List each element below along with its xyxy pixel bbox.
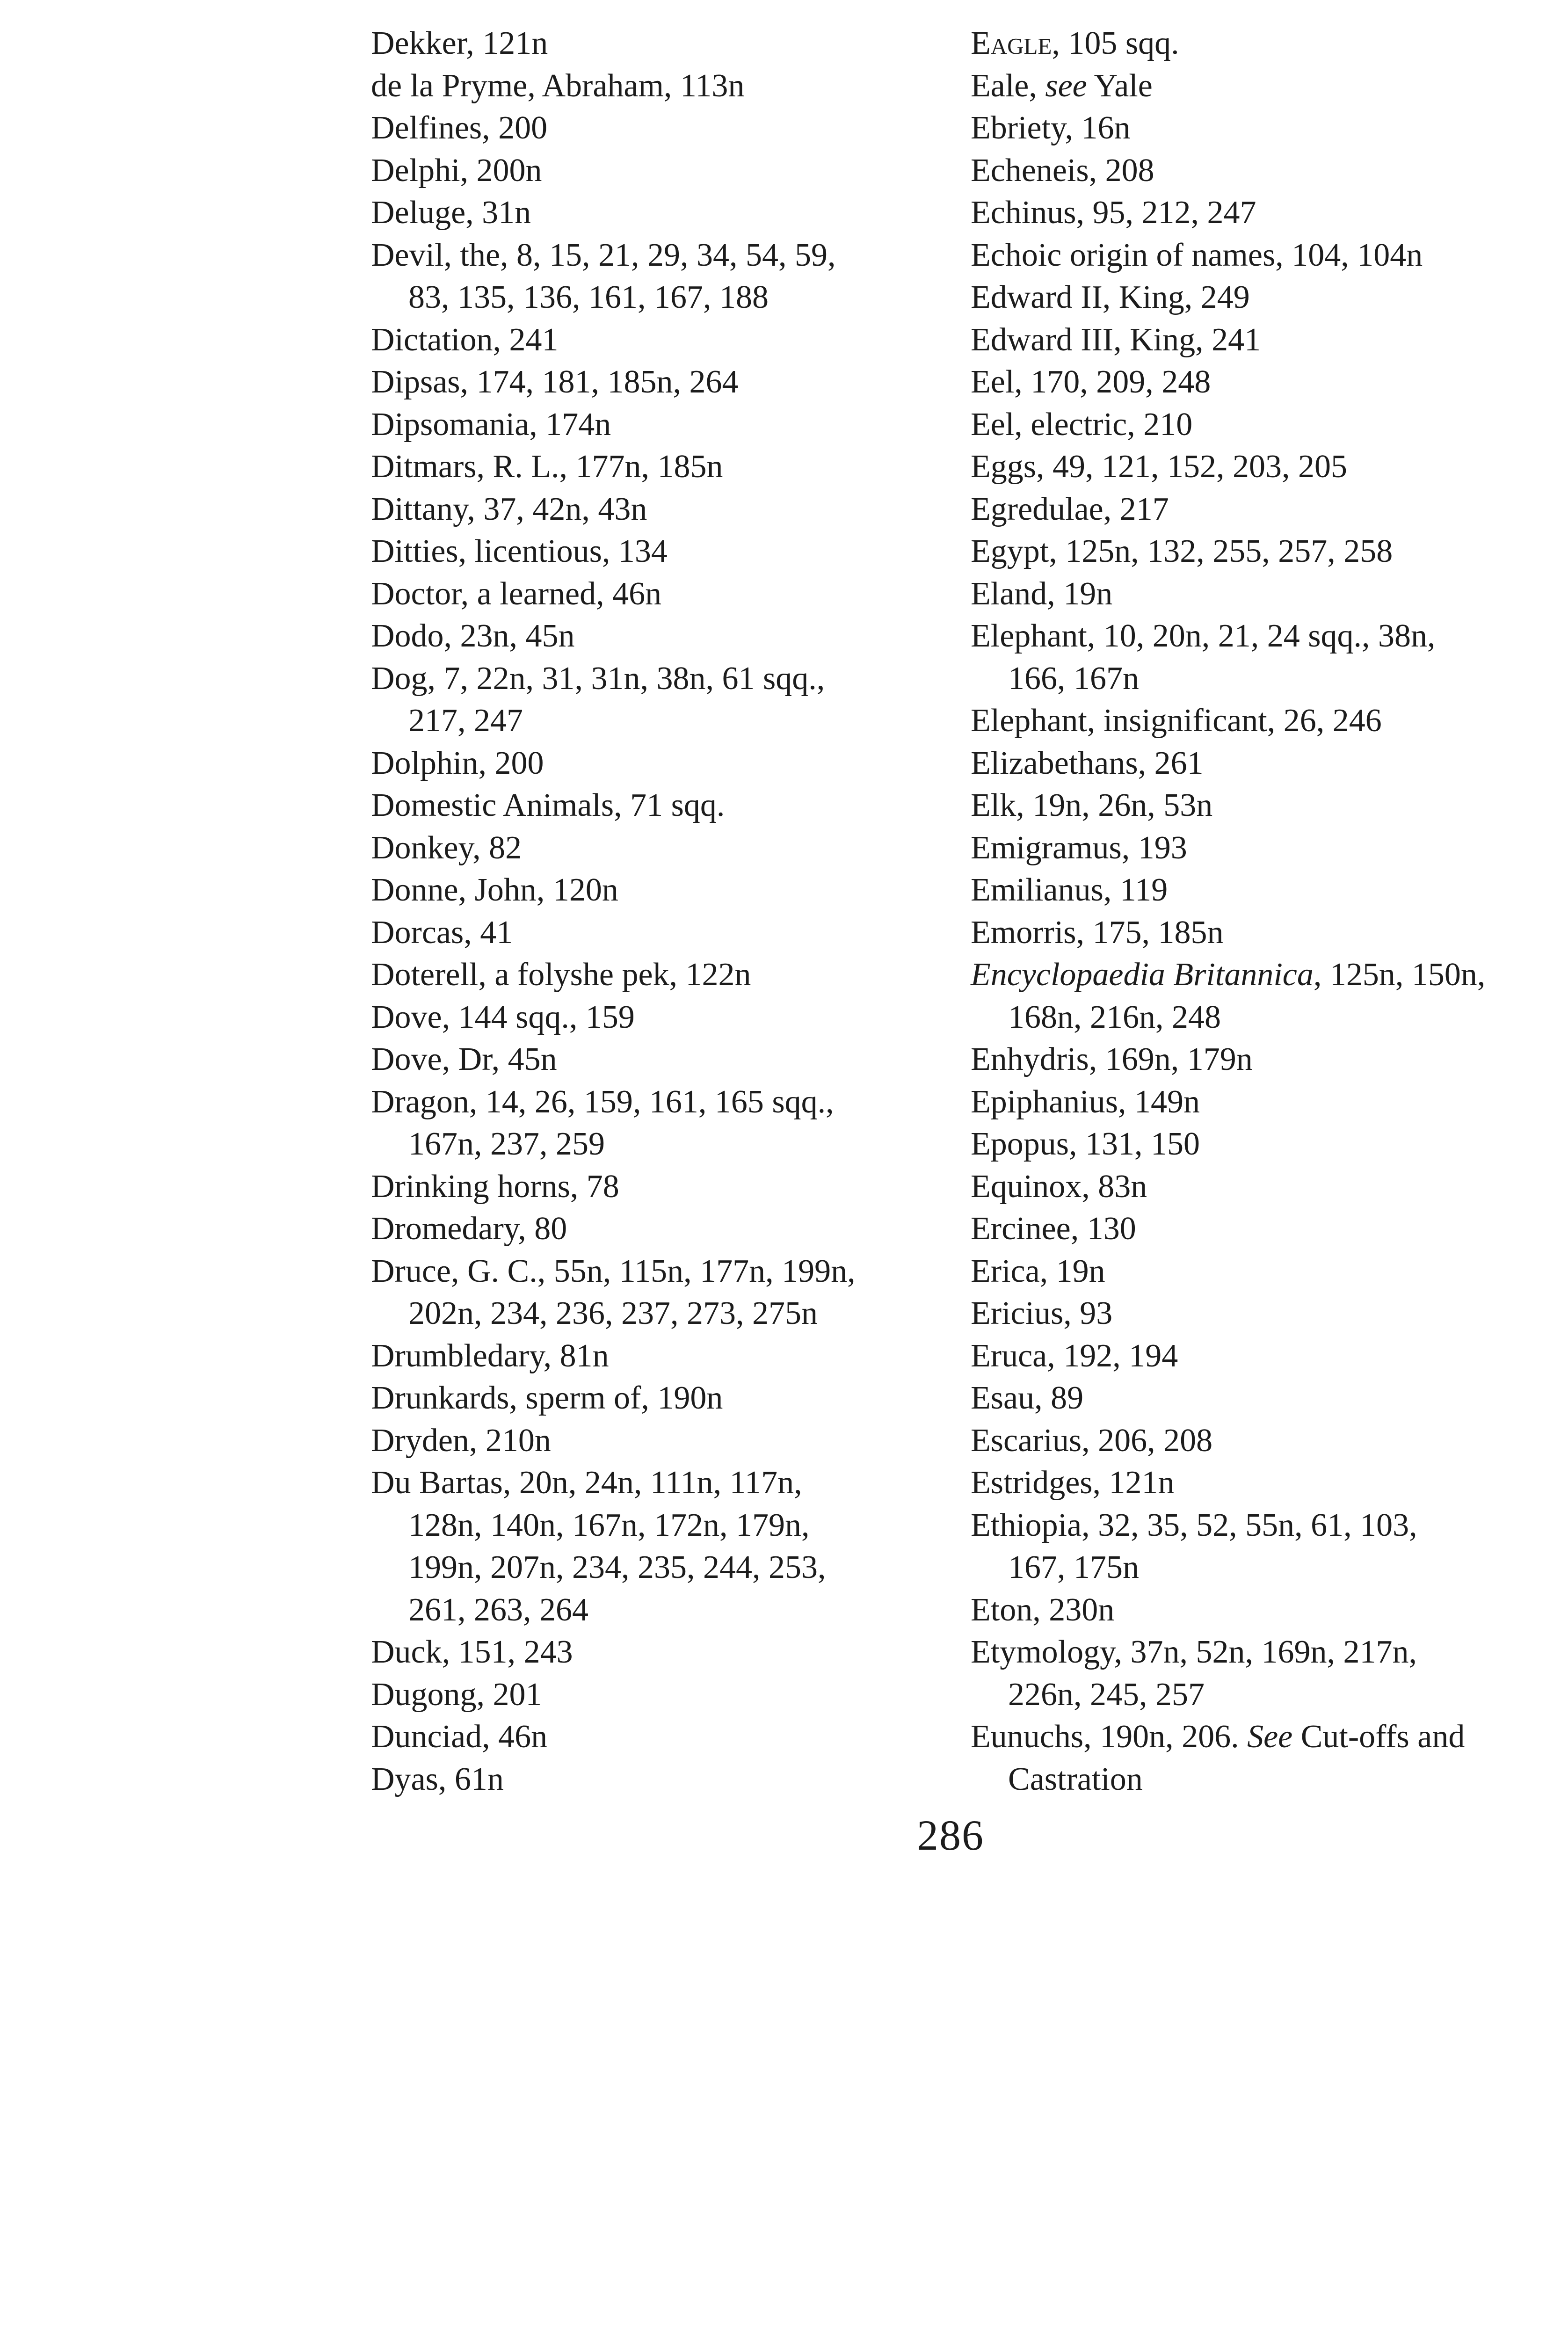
index-entry bbox=[371, 1335, 937, 1378]
index-entry bbox=[371, 1420, 937, 1462]
index-entry bbox=[371, 192, 937, 234]
index-entry-line: Eunuchs, 190n, 206. See Cut-offs and bbox=[971, 1719, 1465, 1755]
index-entry-line: Dyas, 61n bbox=[371, 1761, 504, 1797]
index-entry bbox=[971, 1462, 1544, 1504]
index-entry bbox=[971, 150, 1544, 192]
index-entry bbox=[371, 1716, 937, 1758]
index-entry-line: Domestic Animals, 71 sqq. bbox=[371, 787, 725, 823]
index-entry-line: Echeneis, 208 bbox=[971, 152, 1154, 189]
index-entry-continuation: 261, 263, 264 bbox=[408, 1591, 588, 1628]
index-entry bbox=[371, 1166, 937, 1208]
index-entry-line: Donne, John, 120n bbox=[371, 872, 618, 908]
index-entry bbox=[971, 1420, 1544, 1462]
index-entry-line: Dekker, 121n bbox=[371, 25, 548, 61]
index-entry-continuation: 226n, 245, 257 bbox=[1008, 1676, 1205, 1713]
index-entry bbox=[371, 912, 937, 954]
index-entry bbox=[971, 234, 1544, 277]
index-entry-line: Dog, 7, 22n, 31, 31n, 38n, 61 sqq., bbox=[371, 660, 825, 697]
index-entry-line: Dryden, 210n bbox=[371, 1422, 551, 1459]
index-entry-line: Dunciad, 46n bbox=[371, 1719, 548, 1755]
index-entry-line: Dromedary, 80 bbox=[371, 1211, 567, 1247]
index-entry bbox=[971, 1589, 1544, 1632]
index-entry-line: Encyclopaedia Britannica, 125n, 150n, bbox=[971, 957, 1486, 993]
index-entry-line: Estridges, 121n bbox=[971, 1465, 1175, 1501]
index-entry bbox=[971, 319, 1544, 362]
index-entry bbox=[971, 1208, 1544, 1250]
index-entry bbox=[371, 869, 937, 912]
index-entry bbox=[971, 1250, 1544, 1293]
index-entry bbox=[371, 361, 937, 404]
index-entry bbox=[971, 1123, 1544, 1166]
index-entry-line: Drumbledary, 81n bbox=[371, 1337, 609, 1374]
index-entry bbox=[971, 1504, 1544, 1589]
index-entry-line: Dugong, 201 bbox=[371, 1676, 542, 1713]
index-entry bbox=[971, 107, 1544, 150]
index-entry-line: Drinking horns, 78 bbox=[371, 1168, 619, 1205]
index-entry bbox=[971, 1039, 1544, 1081]
index-entry-continuation: Castration bbox=[1008, 1761, 1143, 1797]
index-entry-line: Doterell, a folyshe pek, 122n bbox=[371, 957, 751, 993]
index-entry bbox=[971, 1081, 1544, 1124]
index-entry-line: Druce, G. C., 55n, 115n, 177n, 199n, bbox=[371, 1253, 856, 1289]
index-entry-line: Eggs, 49, 121, 152, 203, 205 bbox=[971, 449, 1347, 485]
index-entry bbox=[371, 22, 937, 65]
index-entry-line: Eel, electric, 210 bbox=[971, 406, 1193, 443]
index-entry bbox=[371, 65, 937, 108]
index-entry-line: Emilianus, 119 bbox=[971, 872, 1168, 908]
index-entry bbox=[971, 446, 1544, 488]
index-entry bbox=[971, 488, 1544, 531]
index-entry-line: Egredulae, 217 bbox=[971, 491, 1169, 527]
index-entry bbox=[971, 361, 1544, 404]
index-entry-line: Delphi, 200n bbox=[371, 152, 542, 189]
index-entry bbox=[971, 1293, 1544, 1335]
index-entry-line: Epiphanius, 149n bbox=[971, 1083, 1200, 1120]
index-entry-line: Deluge, 31n bbox=[371, 195, 531, 231]
index-entry-line: Elephant, 10, 20n, 21, 24 sqq., 38n, bbox=[971, 618, 1436, 654]
index-entry-line: Dove, Dr, 45n bbox=[371, 1041, 557, 1077]
index-entry bbox=[371, 488, 937, 531]
index-entry-continuation: 166, 167n bbox=[1008, 660, 1139, 697]
index-entry bbox=[971, 869, 1544, 912]
index-entry bbox=[971, 22, 1544, 65]
index-entry-continuation: 217, 247 bbox=[408, 703, 523, 739]
index-entry-continuation: 167, 175n bbox=[1008, 1549, 1139, 1585]
index-entry-line: Elizabethans, 261 bbox=[971, 745, 1204, 781]
index-entry bbox=[371, 658, 937, 742]
index-entry-line: Ebriety, 16n bbox=[971, 110, 1131, 146]
index-entry bbox=[371, 1208, 937, 1250]
index-entry-continuation: 202n, 234, 236, 237, 273, 275n bbox=[408, 1295, 818, 1331]
index-entry bbox=[971, 912, 1544, 954]
index-entry bbox=[971, 1166, 1544, 1208]
index-column-left bbox=[371, 22, 937, 1801]
index-entry bbox=[971, 954, 1544, 1039]
index-entry bbox=[371, 954, 937, 996]
index-entry bbox=[371, 1250, 937, 1335]
index-entry bbox=[971, 192, 1544, 234]
index-entry-continuation: 199n, 207n, 234, 235, 244, 253, bbox=[408, 1549, 826, 1585]
index-entry bbox=[971, 827, 1544, 870]
index-entry-line: Devil, the, 8, 15, 21, 29, 34, 54, 59, bbox=[371, 237, 836, 273]
index-entry-line: Dragon, 14, 26, 159, 161, 165 sqq., bbox=[371, 1083, 834, 1120]
index-entry-line: Equinox, 83n bbox=[971, 1168, 1147, 1205]
index-entry bbox=[371, 1377, 937, 1420]
index-entry bbox=[971, 404, 1544, 446]
index-entry bbox=[371, 1081, 937, 1166]
index-entry bbox=[371, 1758, 937, 1801]
index-entry bbox=[371, 1674, 937, 1716]
index-entry bbox=[371, 530, 937, 573]
index-entry bbox=[971, 65, 1544, 108]
index-entry-line: Eland, 19n bbox=[971, 575, 1113, 612]
index-entry-line: Duck, 151, 243 bbox=[371, 1634, 573, 1670]
index-entry bbox=[971, 615, 1544, 700]
index-entry-line: Echoic origin of names, 104, 104n bbox=[971, 237, 1423, 273]
index-entry-line: Emorris, 175, 185n bbox=[971, 914, 1224, 951]
index-entry-continuation: 167n, 237, 259 bbox=[408, 1126, 605, 1162]
index-entry bbox=[971, 785, 1544, 827]
index-entry-line: Etymology, 37n, 52n, 169n, 217n, bbox=[971, 1634, 1417, 1670]
index-entry-line: Elephant, insignificant, 26, 246 bbox=[971, 703, 1382, 739]
index-entry bbox=[371, 1039, 937, 1081]
index-entry-line: Enhydris, 169n, 179n bbox=[971, 1041, 1253, 1077]
index-entry bbox=[371, 742, 937, 785]
index-entry-line: Epopus, 131, 150 bbox=[971, 1126, 1200, 1162]
index-entry bbox=[371, 1462, 937, 1631]
index-entry bbox=[971, 1377, 1544, 1420]
index-entry bbox=[371, 1631, 937, 1674]
index-entry-line: Dipsas, 174, 181, 185n, 264 bbox=[371, 364, 739, 400]
index-entry-line: Delfines, 200 bbox=[371, 110, 548, 146]
index-entry-line: Echinus, 95, 212, 247 bbox=[971, 195, 1256, 231]
index-entry-line: Dodo, 23n, 45n bbox=[371, 618, 575, 654]
index-entry-line: de la Pryme, Abraham, 113n bbox=[371, 67, 745, 104]
index-entry-line: Ditmars, R. L., 177n, 185n bbox=[371, 449, 723, 485]
index-entry-line: Eale, see Yale bbox=[971, 67, 1153, 104]
index-entry-line: Edward II, King, 249 bbox=[971, 279, 1250, 315]
index-entry bbox=[971, 530, 1544, 573]
index-entry-line: Ericius, 93 bbox=[971, 1295, 1113, 1331]
index-entry-line: Esau, 89 bbox=[971, 1380, 1084, 1416]
index-entry-line: Dictation, 241 bbox=[371, 321, 559, 358]
index-entry bbox=[371, 785, 937, 827]
index-entry bbox=[971, 1631, 1544, 1716]
index-entry bbox=[371, 446, 937, 488]
index-entry-line: Emigramus, 193 bbox=[971, 829, 1187, 866]
index-entry bbox=[971, 276, 1544, 319]
index-entry-line: Drunkards, sperm of, 190n bbox=[371, 1380, 723, 1416]
page-number: 286 bbox=[917, 1811, 984, 1859]
index-entry-line: Donkey, 82 bbox=[371, 829, 522, 866]
index-entry-line: Elk, 19n, 26n, 53n bbox=[971, 787, 1213, 823]
index-entry bbox=[971, 1335, 1544, 1378]
index-entry-continuation: 168n, 216n, 248 bbox=[1008, 999, 1221, 1035]
index-entry-line: Erica, 19n bbox=[971, 1253, 1105, 1289]
index-entry bbox=[371, 573, 937, 616]
index-entry-line: Dove, 144 sqq., 159 bbox=[371, 999, 635, 1035]
index-entry-line: Doctor, a learned, 46n bbox=[371, 575, 662, 612]
index-entry-line: Ethiopia, 32, 35, 52, 55n, 61, 103, bbox=[971, 1507, 1417, 1543]
index-entry-line: Escarius, 206, 208 bbox=[971, 1422, 1213, 1459]
index-entry bbox=[971, 742, 1544, 785]
index-entry bbox=[371, 404, 937, 446]
index-column-right bbox=[971, 22, 1544, 1801]
index-entry bbox=[371, 827, 937, 870]
index-entry bbox=[371, 107, 937, 150]
index-entry-line: Du Bartas, 20n, 24n, 111n, 117n, bbox=[371, 1465, 802, 1501]
index-entry-line: Eel, 170, 209, 248 bbox=[971, 364, 1211, 400]
index-entry-line: Edward III, King, 241 bbox=[971, 321, 1261, 358]
index-entry-line: Dipsomania, 174n bbox=[371, 406, 611, 443]
index-entry bbox=[371, 150, 937, 192]
index-entry bbox=[971, 573, 1544, 616]
index-entry-line: Eton, 230n bbox=[971, 1591, 1115, 1628]
index-entry-line: Dorcas, 41 bbox=[371, 914, 513, 951]
index-entry-line: Ditties, licentious, 134 bbox=[371, 533, 668, 569]
index-entry bbox=[371, 319, 937, 362]
index-entry bbox=[971, 1716, 1544, 1801]
index-entry bbox=[371, 996, 937, 1039]
index-entry-line: Egypt, 125n, 132, 255, 257, 258 bbox=[971, 533, 1393, 569]
index-entry-line: Eruca, 192, 194 bbox=[971, 1337, 1178, 1374]
index-entry-continuation: 83, 135, 136, 161, 167, 188 bbox=[408, 279, 769, 315]
index-entry-continuation: 128n, 140n, 167n, 172n, 179n, bbox=[408, 1507, 810, 1543]
index-entry-line: Eagle, 105 sqq. bbox=[971, 25, 1179, 61]
index-entry-line: Dittany, 37, 42n, 43n bbox=[371, 491, 647, 527]
index-entry bbox=[971, 700, 1544, 742]
index-entry-line: Dolphin, 200 bbox=[371, 745, 544, 781]
index-entry-line: Ercinee, 130 bbox=[971, 1211, 1136, 1247]
index-entry bbox=[371, 234, 937, 319]
index-entry bbox=[371, 615, 937, 658]
